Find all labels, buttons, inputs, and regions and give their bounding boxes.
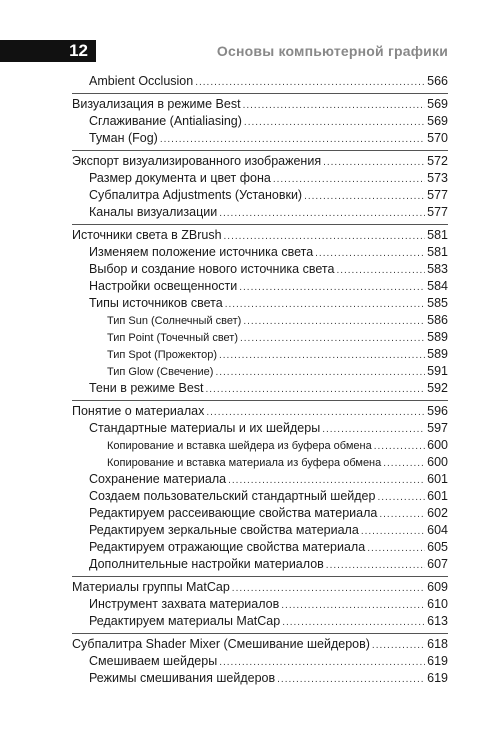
dot-leader — [383, 455, 425, 472]
toc-entry[interactable] — [72, 454, 448, 471]
toc-entry-page: 577 — [427, 205, 448, 219]
toc-entry-page: 597 — [427, 421, 448, 435]
toc-entry-title: Тип Sun (Солнечный свет) — [107, 315, 242, 327]
toc-entry[interactable] — [72, 505, 448, 522]
toc-entry-page: 589 — [427, 347, 448, 361]
toc-entry-page: 605 — [427, 540, 448, 554]
toc-entry[interactable] — [72, 295, 448, 312]
toc-entry-page: 619 — [427, 671, 448, 685]
toc-entry[interactable] — [72, 488, 448, 505]
toc-entry[interactable] — [72, 346, 448, 363]
toc-entry-title: Копирование и вставка материала из буфера обмена — [107, 457, 382, 469]
toc-entry-title: Стандартные материалы и их шейдеры — [89, 421, 321, 435]
toc-entry-page: 592 — [427, 381, 448, 395]
toc-section — [72, 93, 448, 150]
toc-section — [72, 73, 448, 93]
toc-entry-page: 596 — [427, 404, 448, 418]
toc-entry[interactable] — [72, 437, 448, 454]
dot-leader — [219, 205, 425, 222]
toc-entry[interactable] — [72, 244, 448, 261]
toc-entry-page: 569 — [427, 97, 448, 111]
dot-leader — [379, 506, 425, 523]
toc-entry-page: 589 — [427, 330, 448, 344]
dot-leader — [206, 381, 426, 398]
toc-entry-page: 570 — [427, 131, 448, 145]
toc-entry-page: 573 — [427, 171, 448, 185]
toc-entry-page: 572 — [427, 154, 448, 168]
toc-section — [72, 224, 448, 400]
toc-entry-page: 566 — [427, 74, 448, 88]
toc-entry-title: Инструмент захвата материалов — [89, 597, 280, 611]
toc-entry[interactable] — [72, 261, 448, 278]
dot-leader — [244, 114, 425, 131]
toc-entry[interactable] — [72, 670, 448, 687]
dot-leader — [160, 131, 425, 148]
toc-entry-title: Понятие о материалах — [72, 404, 205, 418]
toc-entry-page: 600 — [427, 455, 448, 469]
dot-leader — [282, 614, 425, 631]
toc-entry[interactable] — [72, 113, 448, 130]
toc-entry[interactable] — [72, 153, 448, 170]
toc-entry-title: Тени в режиме Best — [89, 381, 204, 395]
toc-entry-page: 613 — [427, 614, 448, 628]
toc-entry-page: 601 — [427, 489, 448, 503]
dot-leader — [239, 279, 425, 296]
toc-entry-title: Копирование и вставка шейдера из буфера обмена — [107, 440, 372, 452]
toc-entry[interactable] — [72, 471, 448, 488]
toc-entry-title: Тип Point (Точечный свет) — [107, 332, 238, 344]
toc-entry-title: Типы источников света — [89, 296, 223, 310]
dot-leader — [224, 228, 426, 245]
toc-section — [72, 400, 448, 576]
toc-entry[interactable] — [72, 539, 448, 556]
dot-leader — [372, 637, 425, 654]
toc-entry-page: 609 — [427, 580, 448, 594]
toc-entry-title: Каналы визуализации — [89, 205, 218, 219]
toc-entry[interactable] — [72, 363, 448, 380]
toc-entry-title: Ambient Occlusion — [89, 74, 194, 88]
toc-entry-page: 581 — [427, 245, 448, 259]
table-of-contents — [0, 73, 500, 690]
dot-leader — [219, 654, 425, 671]
toc-entry-page: 584 — [427, 279, 448, 293]
dot-leader — [374, 438, 425, 455]
toc-entry[interactable] — [72, 579, 448, 596]
toc-entry-title: Тип Glow (Свечение) — [107, 366, 214, 378]
toc-entry-title: Дополнительные настройки материалов — [89, 557, 324, 571]
dot-leader — [225, 296, 425, 313]
toc-entry-page: 602 — [427, 506, 448, 520]
toc-entry-title: Режимы смешивания шейдеров — [89, 671, 276, 685]
dot-leader — [206, 404, 425, 421]
toc-entry[interactable] — [72, 636, 448, 653]
toc-entry-page: 607 — [427, 557, 448, 571]
toc-entry-page: 585 — [427, 296, 448, 310]
toc-entry-page: 569 — [427, 114, 448, 128]
toc-entry-title: Создаем пользовательский стандартный шейдер — [89, 489, 376, 503]
toc-entry-page: 586 — [427, 313, 448, 327]
toc-entry-page: 604 — [427, 523, 448, 537]
dot-leader — [195, 74, 425, 91]
toc-section — [72, 576, 448, 633]
toc-entry[interactable] — [72, 420, 448, 437]
toc-entry-page: 610 — [427, 597, 448, 611]
dot-leader — [315, 245, 425, 262]
toc-entry[interactable] — [72, 130, 448, 147]
toc-entry[interactable] — [72, 227, 448, 244]
dot-leader — [377, 489, 425, 506]
running-title: Основы компьютерной графики — [216, 43, 448, 59]
toc-entry[interactable] — [72, 613, 448, 630]
toc-entry-title: Размер документа и цвет фона — [89, 171, 271, 185]
toc-entry-title: Смешиваем шейдеры — [89, 654, 218, 668]
dot-leader — [361, 523, 425, 540]
toc-entry-title: Экспорт визуализированного изображения — [72, 154, 322, 168]
dot-leader — [322, 421, 425, 438]
toc-entry-title: Туман (Fog) — [89, 131, 158, 145]
dot-leader — [336, 262, 425, 279]
toc-entry[interactable] — [72, 170, 448, 187]
toc-entry[interactable] — [72, 204, 448, 221]
toc-entry-title: Редактируем зеркальные свойства материала — [89, 523, 359, 537]
toc-entry-title: Изменяем положение источника света — [89, 245, 314, 259]
toc-entry-title: Субпалитра Adjustments (Установки) — [89, 188, 303, 202]
toc-entry-title: Тип Spot (Прожектор) — [107, 349, 217, 361]
dot-leader — [277, 671, 425, 688]
toc-entry[interactable] — [72, 96, 448, 113]
dot-leader — [273, 171, 425, 188]
dot-leader — [228, 472, 425, 489]
toc-entry-page: 583 — [427, 262, 448, 276]
toc-entry[interactable] — [72, 403, 448, 420]
toc-entry-title: Визуализация в режиме Best — [72, 97, 241, 111]
dot-leader — [281, 597, 425, 614]
toc-entry[interactable] — [72, 522, 448, 539]
toc-entry-page: 601 — [427, 472, 448, 486]
toc-entry[interactable] — [72, 312, 448, 329]
toc-entry[interactable] — [72, 73, 448, 90]
toc-entry-title: Источники света в ZBrush — [72, 228, 222, 242]
dot-leader — [219, 347, 425, 364]
toc-entry[interactable] — [72, 596, 448, 613]
toc-entry-title: Редактируем отражающие свойства материала — [89, 540, 366, 554]
toc-entry-title: Сохранение материала — [89, 472, 227, 486]
toc-entry[interactable] — [72, 380, 448, 397]
toc-entry-page: 581 — [427, 228, 448, 242]
dot-leader — [304, 188, 425, 205]
toc-entry-title: Редактируем материалы MatCap — [89, 614, 281, 628]
toc-entry-title: Выбор и создание нового источника света — [89, 262, 335, 276]
dot-leader — [326, 557, 425, 574]
dot-leader — [232, 580, 425, 597]
toc-entry-page: 591 — [427, 364, 448, 378]
toc-entry[interactable] — [72, 278, 448, 295]
page-number: 12 — [0, 40, 96, 62]
toc-entry-page: 618 — [427, 637, 448, 651]
toc-entry-title: Редактируем рассеивающие свойства материала — [89, 506, 378, 520]
dot-leader — [215, 364, 425, 381]
toc-entry-page: 600 — [427, 438, 448, 452]
toc-entry-page: 577 — [427, 188, 448, 202]
toc-entry-title: Сглаживание (Antialiasing) — [89, 114, 242, 128]
toc-entry[interactable] — [72, 187, 448, 204]
toc-entry-title: Настройки освещенности — [89, 279, 238, 293]
dot-leader — [243, 313, 425, 330]
dot-leader — [243, 97, 426, 114]
dot-leader — [367, 540, 425, 557]
toc-section — [72, 633, 448, 690]
toc-entry-page: 619 — [427, 654, 448, 668]
dot-leader — [323, 154, 425, 171]
toc-entry-title: Материалы группы MatCap — [72, 580, 230, 594]
toc-entry[interactable] — [72, 653, 448, 670]
page-header — [0, 40, 500, 62]
toc-section — [72, 150, 448, 224]
toc-entry[interactable] — [72, 329, 448, 346]
dot-leader — [240, 330, 425, 347]
toc-entry-title: Субпалитра Shader Mixer (Смешивание шейдеров) — [72, 637, 370, 651]
toc-entry[interactable] — [72, 556, 448, 573]
